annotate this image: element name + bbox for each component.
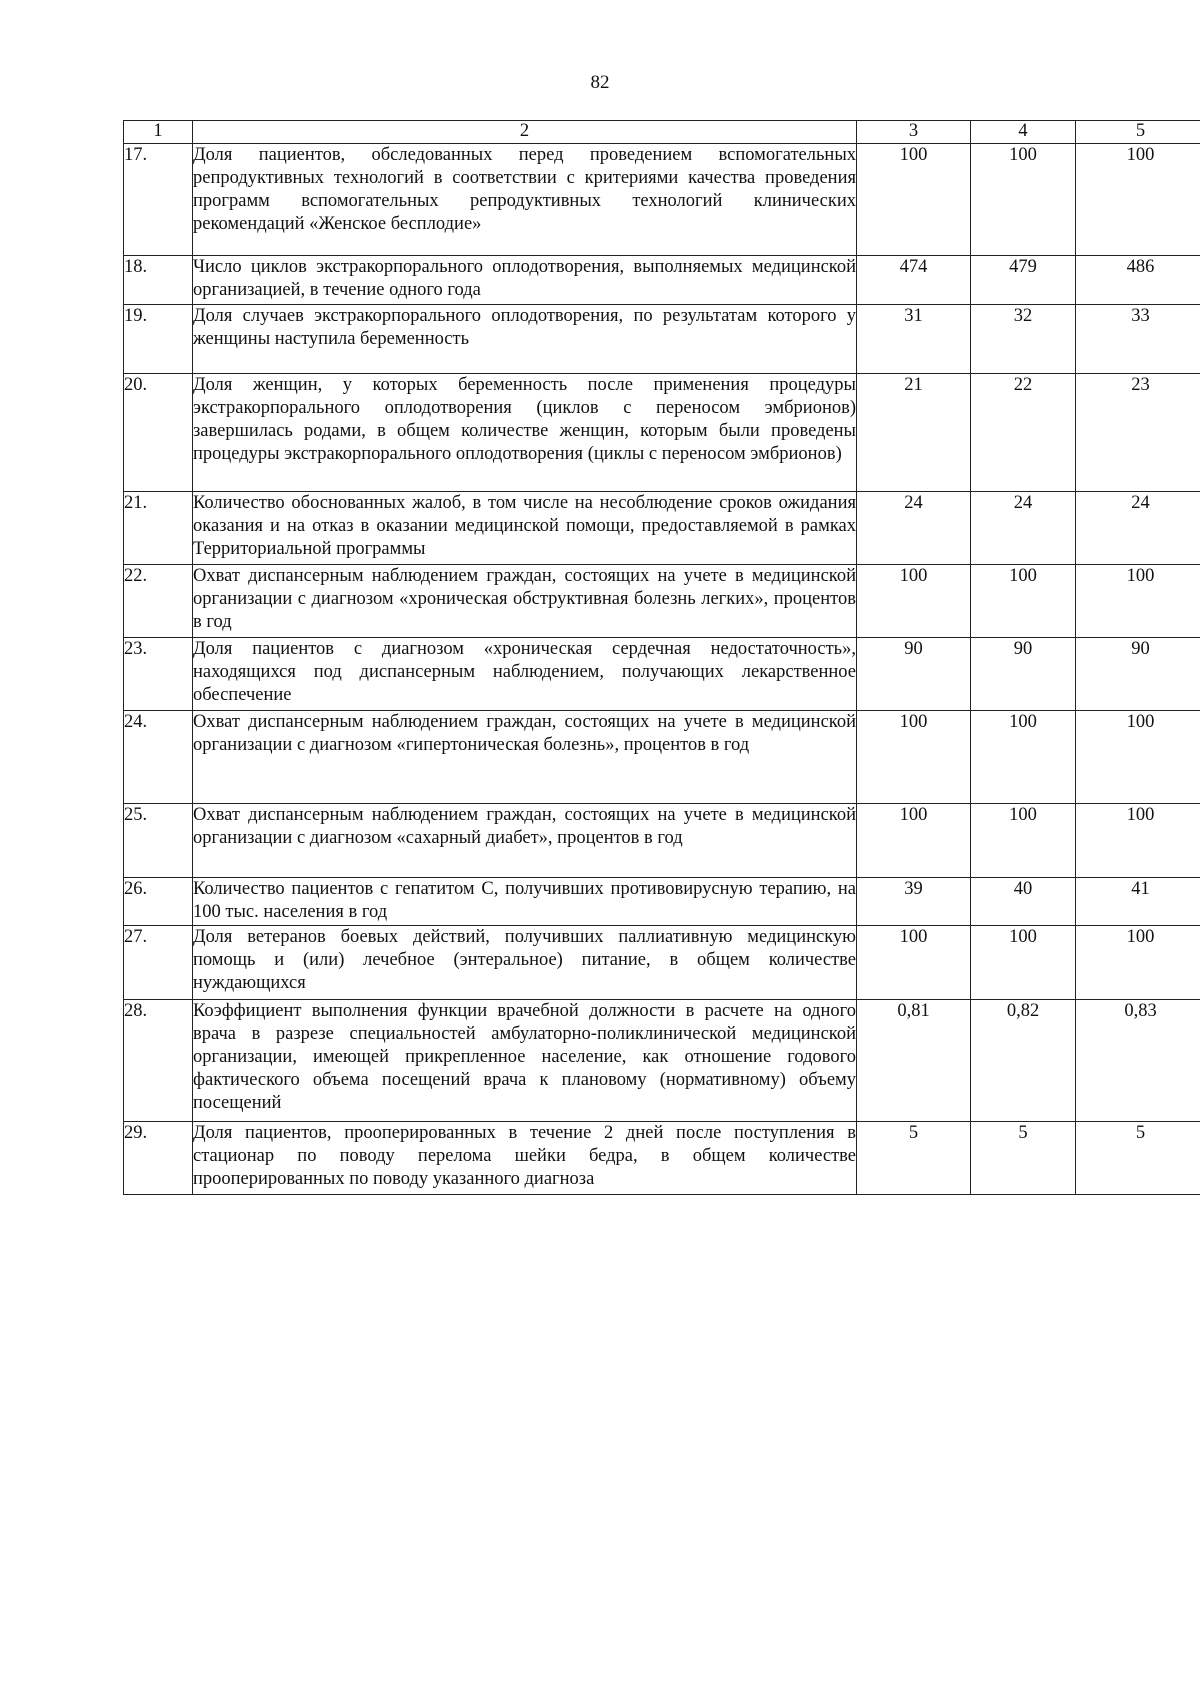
table-row xyxy=(124,926,1200,1000)
column-header-5: 5 xyxy=(1076,121,1200,144)
row-description: Доля ветеранов боевых действий, получивших паллиативную медицинскую помощь и (или) лечебное (энтеральное) питание, в общем количестве нуждающихся xyxy=(193,926,857,1000)
column-header-3: 3 xyxy=(857,121,971,144)
row-number: 19. xyxy=(124,305,193,374)
row-value-col4: 22 xyxy=(971,374,1076,492)
table-row xyxy=(124,565,1200,638)
row-number: 22. xyxy=(124,565,193,638)
row-description: Доля пациентов, прооперированных в течение 2 дней после поступления в стационар по поводу перелома шейки бедра, в общем количестве прооперированных по поводу указанного диагноза xyxy=(193,1122,857,1195)
header-row xyxy=(124,121,1200,144)
row-number: 18. xyxy=(124,256,193,305)
row-value-col3: 21 xyxy=(857,374,971,492)
table-row xyxy=(124,144,1200,256)
row-value-col4: 0,82 xyxy=(971,1000,1076,1122)
row-value-col3: 100 xyxy=(857,565,971,638)
row-value-col4: 40 xyxy=(971,878,1076,926)
row-description: Доля пациентов с диагнозом «хроническая сердечная недостаточность», находящихся под диспансерным наблюдением, получающих лекарственное обеспечение xyxy=(193,638,857,711)
row-value-col4: 100 xyxy=(971,144,1076,256)
row-value-col3: 100 xyxy=(857,926,971,1000)
page-number: 82 xyxy=(590,72,610,93)
row-number: 23. xyxy=(124,638,193,711)
row-number: 17. xyxy=(124,144,193,256)
row-number: 29. xyxy=(124,1122,193,1195)
column-header-4: 4 xyxy=(971,121,1076,144)
row-description: Коэффициент выполнения функции врачебной должности в расчете на одного врача в разрезе специальностей амбулаторно-поликлинической медицинской организации, имеющей прикрепленное население, как отношение годового фактического объема посещений врача к плановому (нормативному) объему посещений xyxy=(193,1000,857,1122)
row-value-col5: 90 xyxy=(1076,638,1200,711)
row-value-col5: 100 xyxy=(1076,565,1200,638)
table-row xyxy=(124,638,1200,711)
row-value-col4: 24 xyxy=(971,492,1076,565)
column-header-1: 1 xyxy=(124,121,193,144)
row-value-col5: 0,83 xyxy=(1076,1000,1200,1122)
table-row xyxy=(124,374,1200,492)
row-value-col4: 100 xyxy=(971,565,1076,638)
row-value-col3: 24 xyxy=(857,492,971,565)
table-row xyxy=(124,256,1200,305)
row-value-col5: 100 xyxy=(1076,804,1200,878)
row-number: 27. xyxy=(124,926,193,1000)
table-row xyxy=(124,1000,1200,1122)
indicators-table xyxy=(123,120,1200,1195)
row-value-col5: 100 xyxy=(1076,926,1200,1000)
row-value-col3: 39 xyxy=(857,878,971,926)
row-description: Охват диспансерным наблюдением граждан, состоящих на учете в медицинской организации с диагнозом «хроническая обструктивная болезнь легких», процентов в год xyxy=(193,565,857,638)
table-row xyxy=(124,1122,1200,1195)
row-value-col4: 100 xyxy=(971,804,1076,878)
row-description: Число циклов экстракорпорального оплодотворения, выполняемых медицинской организацией, в течение одного года xyxy=(193,256,857,305)
table-row xyxy=(124,878,1200,926)
row-value-col4: 479 xyxy=(971,256,1076,305)
row-description: Охват диспансерным наблюдением граждан, состоящих на учете в медицинской организации с диагнозом «сахарный диабет», процентов в год xyxy=(193,804,857,878)
row-value-col5: 33 xyxy=(1076,305,1200,374)
row-number: 21. xyxy=(124,492,193,565)
row-value-col5: 23 xyxy=(1076,374,1200,492)
row-description: Количество обоснованных жалоб, в том числе на несоблюдение сроков ожидания оказания и на отказ в оказании медицинской помощи, предоставляемой в рамках Территориальной программы xyxy=(193,492,857,565)
row-value-col3: 31 xyxy=(857,305,971,374)
row-number: 25. xyxy=(124,804,193,878)
table-row xyxy=(124,804,1200,878)
row-value-col4: 90 xyxy=(971,638,1076,711)
row-description: Доля женщин, у которых беременность после применения процедуры экстракорпорального оплодотворения (циклов с переносом эмбрионов) завершилась родами, в общем количестве женщин, которым были проведены процедуры экстракорпорального оплодотворения (циклы с переносом эмбрионов) xyxy=(193,374,857,492)
row-description: Доля случаев экстракорпорального оплодотворения, по результатам которого у женщины наступила беременность xyxy=(193,305,857,374)
table-row xyxy=(124,305,1200,374)
row-value-col5: 486 xyxy=(1076,256,1200,305)
row-value-col3: 474 xyxy=(857,256,971,305)
row-value-col3: 100 xyxy=(857,144,971,256)
row-number: 26. xyxy=(124,878,193,926)
row-value-col3: 0,81 xyxy=(857,1000,971,1122)
row-value-col3: 100 xyxy=(857,711,971,804)
row-value-col4: 100 xyxy=(971,926,1076,1000)
row-description: Количество пациентов с гепатитом С, получивших противовирусную терапию, на 100 тыс. населения в год xyxy=(193,878,857,926)
row-value-col3: 90 xyxy=(857,638,971,711)
row-value-col5: 100 xyxy=(1076,711,1200,804)
row-description: Охват диспансерным наблюдением граждан, состоящих на учете в медицинской организации с диагнозом «гипертоническая болезнь», процентов в год xyxy=(193,711,857,804)
row-value-col3: 5 xyxy=(857,1122,971,1195)
row-value-col5: 5 xyxy=(1076,1122,1200,1195)
row-value-col5: 100 xyxy=(1076,144,1200,256)
table-row xyxy=(124,492,1200,565)
row-value-col4: 100 xyxy=(971,711,1076,804)
row-value-col4: 32 xyxy=(971,305,1076,374)
row-value-col3: 100 xyxy=(857,804,971,878)
row-value-col5: 24 xyxy=(1076,492,1200,565)
row-number: 28. xyxy=(124,1000,193,1122)
row-number: 24. xyxy=(124,711,193,804)
row-number: 20. xyxy=(124,374,193,492)
row-value-col4: 5 xyxy=(971,1122,1076,1195)
row-value-col5: 41 xyxy=(1076,878,1200,926)
table-row xyxy=(124,711,1200,804)
row-description: Доля пациентов, обследованных перед проведением вспомогательных репродуктивных технологий в соответствии с критериями качества проведения программ вспомогательных репродуктивных технологий клинических рекомендаций «Женское бесплодие» xyxy=(193,144,857,256)
column-header-2: 2 xyxy=(193,121,857,144)
